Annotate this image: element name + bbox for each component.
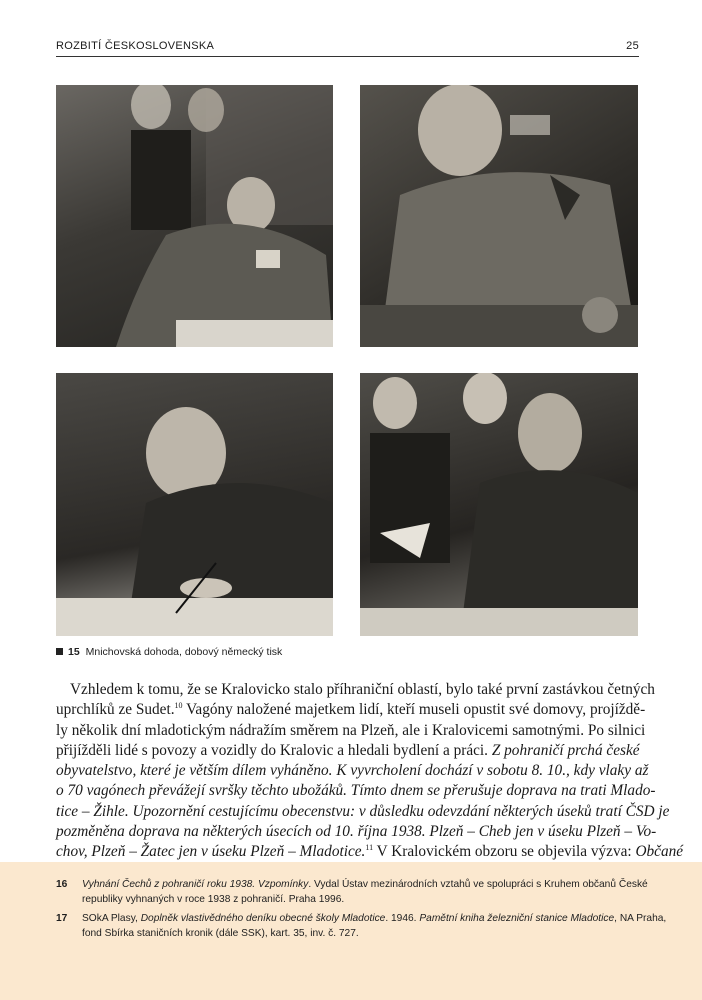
body-line: chov, Plzeň – Žatec jen v úseku Plzeň – Mladotice.$^{11}$ V Kralovickém obzoru se objevila výzva: Občané	[56, 843, 684, 861]
caption-bullet	[56, 648, 63, 655]
footnote-line: fond Sbírka staničních kronik (dále SSK), kart. 35, inv. č. 727.	[82, 928, 359, 939]
caption-number: 15	[68, 646, 80, 658]
body-line: uprchlíků ze Sudet.$^{10}$ Vagóny naložené majetkem lidí, kteří museli opustit své domovy, projíždě-	[56, 701, 646, 719]
photo-chamberlain-signing	[56, 373, 333, 636]
running-header	[56, 38, 639, 57]
chapter-title: ROZBITÍ ČESKOSLOVENSKA	[56, 40, 215, 52]
footnote-17: 17 SOkA Plasy, Doplněk vlastivědného deníku obecné školy Mladotice. 1946. Pamětní kniha železniční stanice Mladotice, NA Praha, fond Sbírka staničních kronik (dále SSK), kart. 35, inv. č. 727.	[56, 913, 667, 939]
body-line: Vzhledem k tomu, že se Kralovicko stalo příhraniční oblastí, bylo také první zastávkou četných	[70, 681, 655, 698]
photo-daladier-signing	[360, 373, 638, 636]
body-line-italic: pozměněna doprava na některých úsecích od 10. října 1938. Plzeň – Cheb jen v úseku Plzeň – Vo-	[56, 823, 657, 841]
body-line-italic: o 70 vagónech převážejí svršky těchto ubožáků. Tímto dnem se přerušuje doprava na trati Mlado-	[56, 782, 656, 800]
footnote-ref-11: 11	[365, 843, 374, 853]
photo-hitler-signing	[56, 85, 333, 347]
footnote-line: republiky vyhnaných v roce 1938 z pohraničí. Praha 1996.	[82, 894, 345, 905]
figure-caption	[56, 646, 639, 658]
body-line-italic: obyvatelstvo, které je větším dílem vyháněno. K vyvrcholení dochází v sobotu 8. 10., kdy vlaky až	[56, 762, 649, 780]
footnote-number: 16	[56, 879, 68, 890]
body-line: přijížděli lidé s povozy a vozidly do Kralovic a hledali bydlení a práci. Z pohraničí prchá české	[56, 741, 640, 759]
caption-text: Mnichovská dohoda, dobový německý tisk	[85, 646, 283, 658]
photo-mussolini-signing	[360, 85, 638, 347]
footnote-number: 17	[56, 913, 68, 924]
footnote-16: 16 Vyhnání Čechů z pohraničí roku 1938. Vzpomínky. Vydal Ústav mezinárodních vztahů ve spolupráci s Kruhem občanů České republiky vyhnaných v roce 1938 z pohraničí. Praha 1996.	[56, 879, 648, 905]
footnotes-area	[0, 862, 702, 1000]
body-line: ly několik dní mladotickým nádražím směrem na Plzeň, ale i Kralovicemi samotnými. Po silnici	[56, 721, 646, 739]
body-line-italic: tice – Žihle. Upozornění cestujícímu obecenstvu: v důsledku odevzdání některých úseků tratí ČSD je	[56, 802, 670, 820]
page-number: 25	[626, 40, 639, 52]
footnote-ref-10: 10	[174, 701, 183, 711]
body-paragraph	[56, 680, 684, 863]
